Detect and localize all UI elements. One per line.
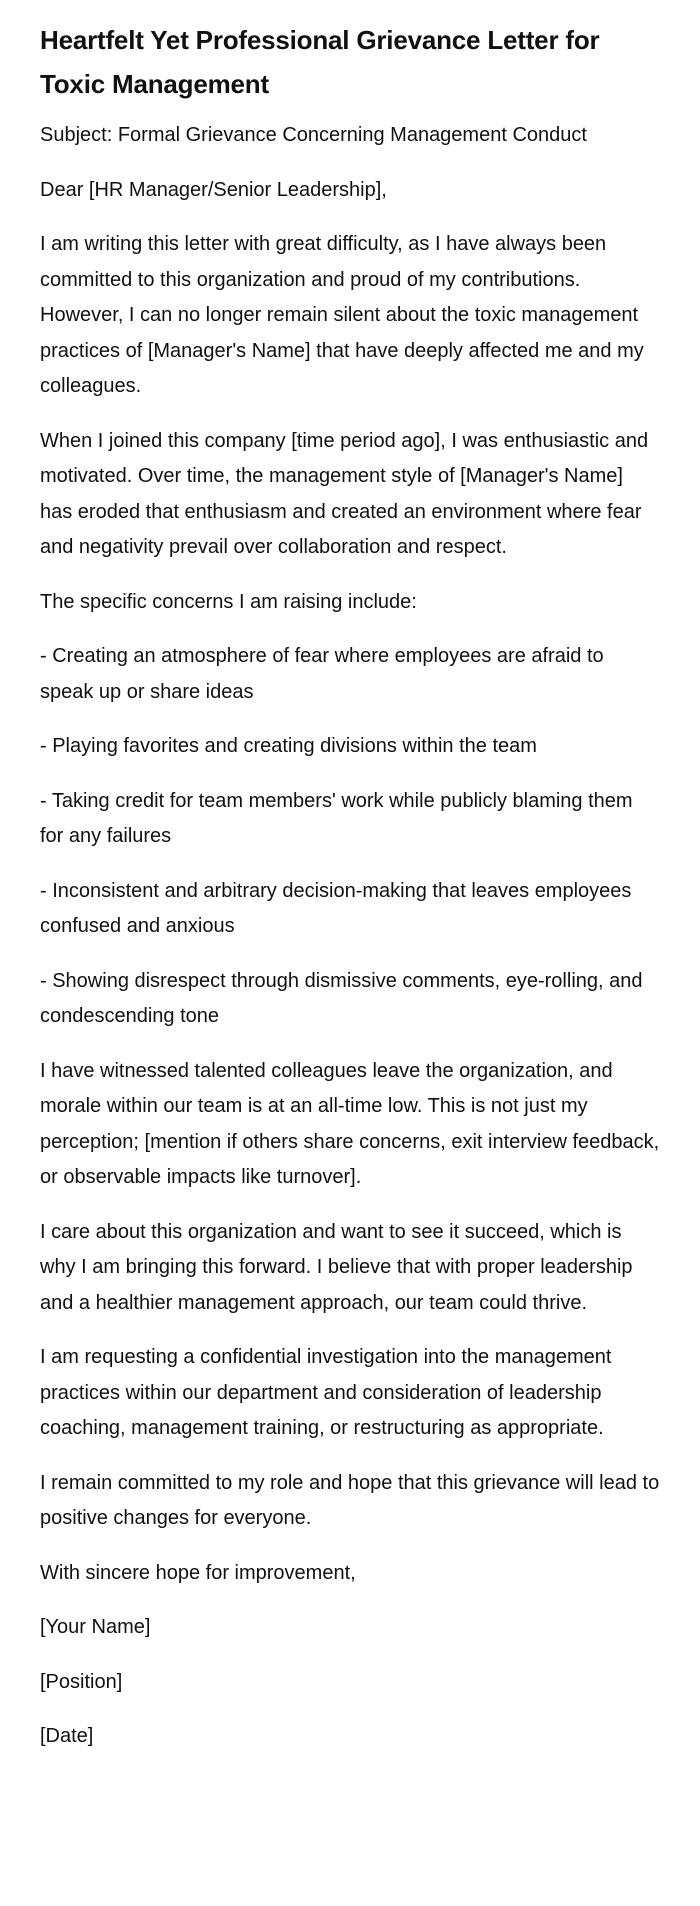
concern-list-item: - Playing favorites and creating divisions within the team (40, 735, 537, 757)
signature-date: [Date] (40, 1725, 94, 1747)
letter-title: Heartfelt Yet Professional Grievance Letter for Toxic Management (40, 25, 600, 99)
concern-list-item: - Showing disrespect through dismissive comments, eye-rolling, and condescending tone (40, 969, 643, 1027)
letter-subject: Subject: Formal Grievance Concerning Management Conduct (40, 124, 587, 146)
signature-name: [Your Name] (40, 1616, 151, 1638)
signature-position: [Position] (40, 1670, 123, 1693)
letter-paragraph-impact: I have witnessed talented colleagues leave the organization, and morale within our team is at an all-time low. This is not just my perception; [mention if others share concerns, exit interview feedback, or observable impacts like turnover]. (40, 1059, 660, 1188)
letter-paragraph-commitment: I remain committed to my role and hope that this grievance will lead to positive changes for everyone. (40, 1471, 660, 1529)
letter-salutation: Dear [HR Manager/Senior Leadership], (40, 178, 387, 201)
letter-concerns-heading: The specific concerns I am raising include: (40, 590, 417, 613)
concern-list-item: - Taking credit for team members' work while publicly blaming them for any failures (40, 789, 633, 847)
letter-paragraph-request: I am requesting a confidential investigation into the management practices within our department and consideration of leadership coaching, management training, or restructuring as appropriate. (40, 1346, 612, 1439)
letter-closing: With sincere hope for improvement, (40, 1561, 356, 1584)
letter-paragraph-intro: I am writing this letter with great difficulty, as I have always been committed to this organization and proud of my contributions. However, I can no longer remain silent about the toxic management practices of [Manager's Name] that have deeply affected me and my colleagues. (40, 233, 644, 397)
letter-paragraph-motivation: I care about this organization and want to see it succeed, which is why I am bringing this forward. I believe that with proper leadership and a healthier management approach, our team could thrive. (40, 1220, 633, 1314)
letter-paragraph-background: When I joined this company [time period ago], I was enthusiastic and motivated. Over time, the management style of [Manager's Name] has eroded that enthusiasm and created an environment where fear and negativity prevail over collaboration and respect. (40, 429, 649, 558)
concern-list-item: - Creating an atmosphere of fear where employees are afraid to speak up or share ideas (40, 645, 604, 703)
concern-list-item: - Inconsistent and arbitrary decision-making that leaves employees confused and anxious (40, 879, 632, 937)
letter-document (40, 18, 660, 1774)
